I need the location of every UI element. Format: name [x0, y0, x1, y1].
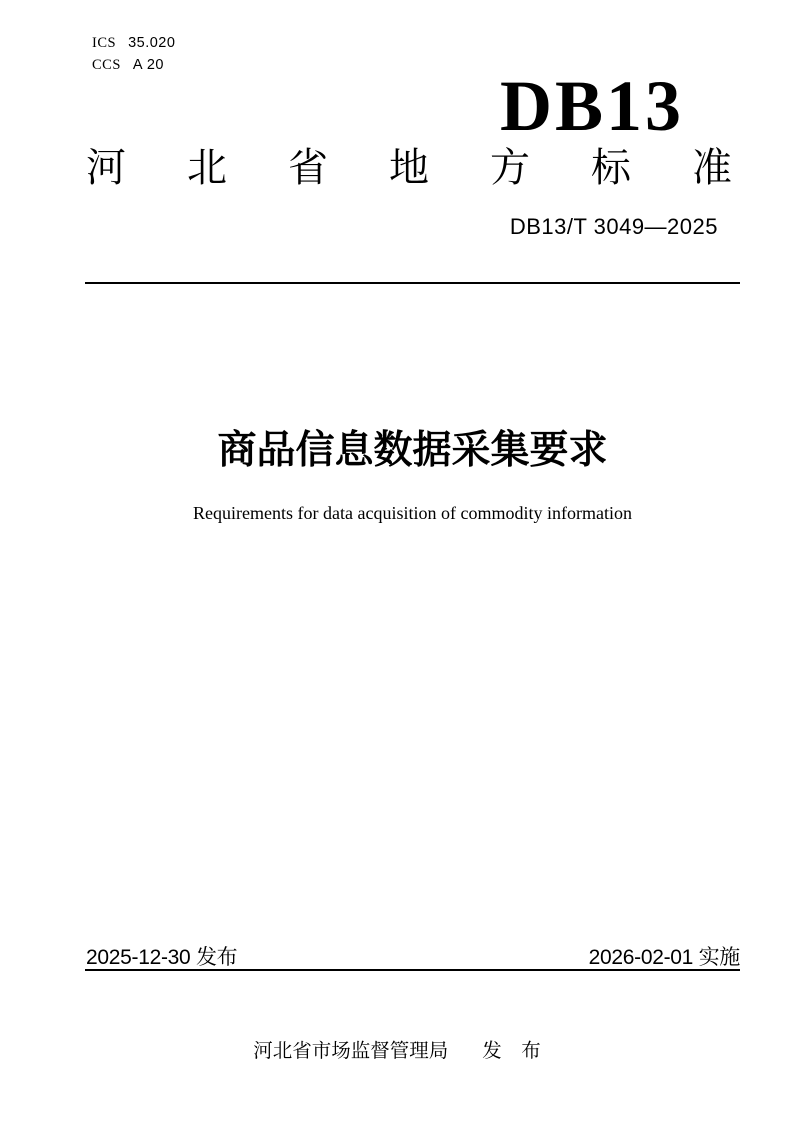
publish-label: 发 布	[482, 1040, 541, 1062]
footer-divider-line	[85, 969, 740, 971]
ics-label: ICS	[92, 35, 117, 51]
standard-number: DB13/T 3049—2025	[509, 214, 718, 239]
date-row	[86, 946, 740, 969]
ccs-value: A 20	[132, 57, 164, 73]
ics-code-line	[92, 32, 175, 54]
classification-codes	[92, 32, 175, 76]
ccs-code-line	[92, 54, 175, 76]
implementation-date: 2026-02-01 实施	[588, 946, 740, 969]
ccs-label: CCS	[92, 57, 121, 73]
document-title-english: Requirements for data acquisition of commodity information	[193, 503, 632, 523]
db13-logo: DB13	[499, 66, 684, 146]
document-title-chinese: 商品信息数据采集要求	[217, 429, 608, 472]
standard-type-title: 河 北 省 地 方 标 准	[86, 146, 732, 190]
header-divider-line	[85, 282, 740, 284]
publisher-name: 河北省市场监督管理局	[253, 1040, 449, 1062]
issue-date: 2025-12-30 发布	[86, 946, 238, 969]
ics-value: 35.020	[128, 35, 176, 51]
publisher-line	[0, 1040, 794, 1063]
